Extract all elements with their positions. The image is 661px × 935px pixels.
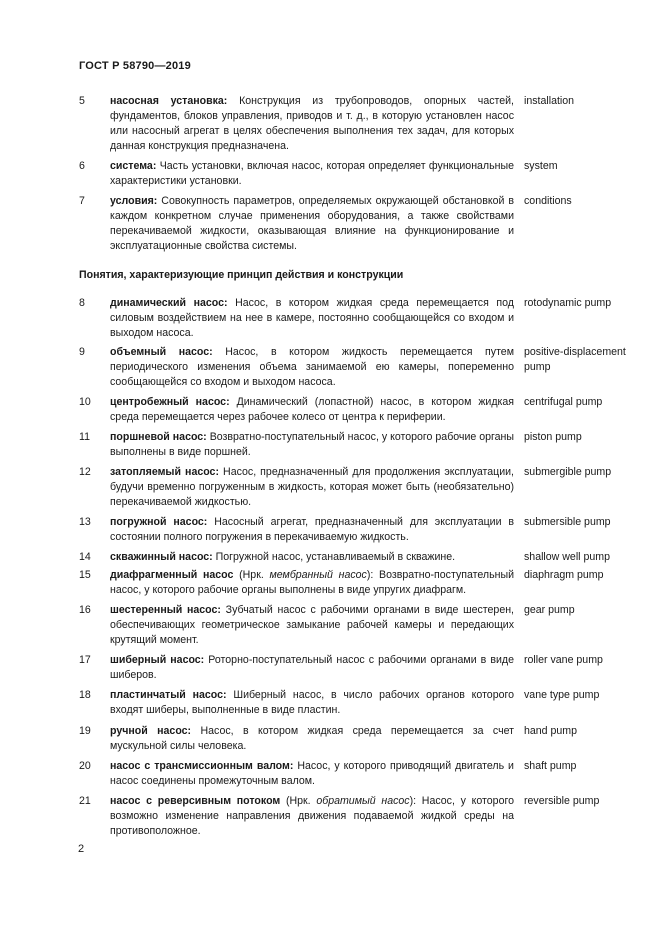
english-equivalent: submergible pump <box>524 466 612 478</box>
english-equivalent: vane type pump <box>524 689 600 701</box>
term-name: скважинный насос: <box>110 551 213 563</box>
english-equivalent: gear pump <box>524 604 575 616</box>
term-number: 6 <box>79 160 85 172</box>
terms-group-principles <box>79 296 639 839</box>
page-number: 2 <box>78 843 85 855</box>
term-number: 18 <box>79 689 91 701</box>
term-number: 10 <box>79 396 91 408</box>
term-number: 19 <box>79 725 91 737</box>
deprecated-synonym: мембранный насос <box>269 569 367 581</box>
term-definition: Насос, у которого приводящий двигатель и насос соединены промежуточным валом. <box>110 760 514 787</box>
term-entry <box>79 159 639 189</box>
term-name: шиберный насос: <box>110 654 205 666</box>
term-definition: Насос, в котором жидкая среда перемещается под силовым воздействием на нее в камере, постоянно сообщающейся со входом и выходом насоса. <box>110 297 514 339</box>
english-equivalent: centrifugal pump <box>524 396 603 408</box>
term-name: система: <box>110 160 157 172</box>
terms-list <box>79 94 639 839</box>
english-equivalent: diaphragm pump <box>524 569 604 581</box>
term-name: насосная установка: <box>110 95 228 107</box>
english-equivalent: rotodynamic pump <box>524 297 612 309</box>
term-definition: Совокупность параметров, определяемых окружающей обстановкой в каждом конкретном случае применения оборудования, а также свойствами перекачиваемой жидкости, оказывающая влияние на функционирование и эксплуатационные свойства системы. <box>110 195 514 252</box>
term-definition-block <box>110 603 514 648</box>
term-entry <box>79 345 639 390</box>
term-entry <box>79 465 639 510</box>
term-name: погружной насос: <box>110 516 208 528</box>
synonym-prefix: (Нрк. <box>280 795 317 807</box>
term-number: 8 <box>79 297 85 309</box>
term-definition: Конструкция из трубопроводов, опорных частей, фундаментов, блоков управления, приводов и т. д., в которую установлен насос или насосный агрегат в целях обеспечения выполнения тех задач, для которых данная конструкция предназначена. <box>110 95 514 152</box>
term-definition-block <box>110 194 514 254</box>
terms-group-general <box>79 94 639 254</box>
english-equivalent: installation <box>524 95 575 107</box>
term-name: поршневой насос: <box>110 431 207 443</box>
term-definition-block <box>110 345 514 390</box>
term-number: 5 <box>79 95 85 107</box>
term-name: насос с трансмиссионным валом: <box>110 760 294 772</box>
term-definition-block <box>110 688 514 718</box>
english-equivalent: conditions <box>524 195 572 207</box>
term-name: объемный насос: <box>110 346 213 358</box>
synonym-prefix: (Нрк. <box>233 569 270 581</box>
english-equivalent: shallow well pump <box>524 551 610 563</box>
term-definition: Роторно-поступательный насос с рабочими органами в виде шиберов. <box>110 654 514 681</box>
term-entry <box>79 515 639 545</box>
term-number: 15 <box>79 569 91 581</box>
term-definition-block <box>110 515 514 545</box>
english-equivalent: reversible pump <box>524 795 600 807</box>
term-definition-block <box>110 653 514 683</box>
term-definition-block <box>110 465 514 510</box>
term-entry <box>79 794 639 839</box>
term-entry <box>79 94 639 154</box>
term-name: затопляемый насос: <box>110 466 219 478</box>
term-name: ручной насос: <box>110 725 192 737</box>
document-header: ГОСТ Р 58790—2019 <box>79 60 191 72</box>
term-name: шестеренный насос: <box>110 604 221 616</box>
english-equivalent: hand pump <box>524 725 578 737</box>
term-definition: Насос, в котором жидкость перемещается путем периодического изменения объема занимаемой ею камеры, попеременно сообщающейся со входом и выходом насоса. <box>110 346 514 388</box>
term-definition-block <box>110 159 514 189</box>
term-name: диафрагменный насос <box>110 569 234 581</box>
term-entry <box>79 194 639 254</box>
term-definition: Шиберный насос, в число рабочих органов которого входят шиберы, выполненные в виде пластин. <box>110 689 515 716</box>
term-entry <box>79 395 639 425</box>
term-definition: Динамический (лопастной) насос, в котором жидкая среда перемещается через рабочее колесо от центра к периферии. <box>110 396 514 423</box>
synonym-suffix: ): <box>409 795 422 807</box>
term-number: 14 <box>79 551 91 563</box>
term-number: 9 <box>79 346 85 358</box>
term-definition-block <box>110 94 514 154</box>
term-definition: Возвратно-поступательный насос, у которого рабочие органы выполнены в виде упругих диафрагм. <box>110 569 514 596</box>
term-definition: Насос, предназначенный для продолжения эксплуатации, будучи временно погруженным в жидкость, которая может быть (необязательно) перекачиваемой жидкостью. <box>110 466 515 508</box>
term-entry <box>79 759 639 789</box>
term-number: 13 <box>79 516 91 528</box>
section-heading: Понятия, характеризующие принцип действия и конструкции <box>79 269 404 281</box>
term-definition-block <box>110 724 514 754</box>
term-definition-block <box>110 794 514 839</box>
english-equivalent: shaft pump <box>524 760 577 772</box>
term-definition: Насос, у которого возможно изменение направления движения подаваемой жидкой среды на противоположное. <box>110 795 514 837</box>
term-name: динамический насос: <box>110 297 228 309</box>
deprecated-synonym: обратимый насос <box>316 795 410 807</box>
term-definition-block <box>110 296 514 341</box>
english-equivalent: system <box>524 160 558 172</box>
term-definition-block <box>110 759 514 789</box>
term-entry <box>79 724 639 754</box>
term-number: 21 <box>79 795 91 807</box>
term-entry <box>79 568 639 598</box>
term-definition: Зубчатый насос с рабочими органами в виде шестерен, обеспечивающих геометрическое замыкание рабочей камеры и передающих крутящий момент. <box>110 604 514 646</box>
term-number: 16 <box>79 604 91 616</box>
term-name: пластинчатый насос: <box>110 689 227 701</box>
term-definition-block <box>110 550 514 565</box>
term-entry <box>79 550 639 565</box>
term-number: 17 <box>79 654 91 666</box>
term-entry <box>79 603 639 648</box>
term-name: условия: <box>110 195 158 207</box>
term-definition-block <box>110 395 514 425</box>
term-definition: Насосный агрегат, предназначенный для эксплуатации в состоянии полного погружения в перекачиваемую жидкость. <box>110 516 515 543</box>
english-equivalent: submersible pump <box>524 516 611 528</box>
term-entry <box>79 430 639 460</box>
term-definition-block <box>110 430 514 460</box>
term-number: 20 <box>79 760 91 772</box>
term-definition: Насос, в котором жидкая среда перемещается за счет мускульной силы человека. <box>110 725 515 752</box>
term-entry <box>79 296 639 341</box>
term-entry <box>79 688 639 718</box>
english-equivalent: positive-displacement pump <box>524 346 626 373</box>
english-equivalent: roller vane pump <box>524 654 603 666</box>
term-number: 11 <box>79 431 90 443</box>
term-definition-block <box>110 568 514 598</box>
term-number: 12 <box>79 466 91 478</box>
synonym-suffix: ): <box>366 569 380 581</box>
term-definition: Погружной насос, устанавливаемый в скважине. <box>215 551 456 563</box>
term-definition: Возвратно-поступательный насос, у которого рабочие органы выполнены в виде поршней. <box>110 431 514 458</box>
term-name: центробежный насос: <box>110 396 230 408</box>
english-equivalent: piston pump <box>524 431 582 443</box>
term-number: 7 <box>79 195 85 207</box>
term-definition: Часть установки, включая насос, которая определяет функциональные характеристики установки. <box>110 160 514 187</box>
term-entry <box>79 653 639 683</box>
term-name: насос с реверсивным потоком <box>110 795 281 807</box>
